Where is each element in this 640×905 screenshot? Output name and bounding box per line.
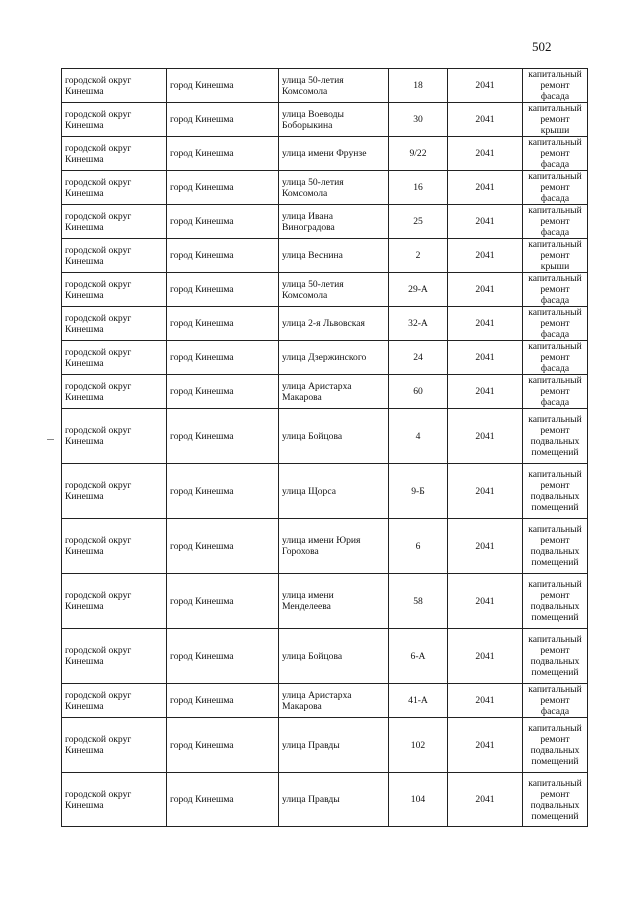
city-cell: город Кинешма: [167, 307, 279, 341]
district-cell: городской округ Кинешма: [62, 137, 167, 171]
year-cell: 2041: [448, 137, 523, 171]
house-number-cell: 2: [389, 239, 448, 273]
city-cell: город Кинешма: [167, 341, 279, 375]
year-cell: 2041: [448, 273, 523, 307]
work-type-cell: капитальный ремонт фасада: [523, 171, 588, 205]
table-row: [62, 684, 588, 718]
work-type-cell: капитальный ремонт подвальных помещений: [523, 409, 588, 464]
work-type-cell: капитальный ремонт фасада: [523, 273, 588, 307]
district-cell: городской округ Кинешма: [62, 684, 167, 718]
house-number-cell: 6-А: [389, 629, 448, 684]
street-cell: улица имени Менделеева: [279, 574, 389, 629]
city-cell: город Кинешма: [167, 629, 279, 684]
house-number-cell: 41-А: [389, 684, 448, 718]
district-cell: городской округ Кинешма: [62, 773, 167, 827]
table-body: [62, 69, 588, 827]
district-cell: городской округ Кинешма: [62, 341, 167, 375]
city-cell: город Кинешма: [167, 239, 279, 273]
table-row: [62, 375, 588, 409]
year-cell: 2041: [448, 629, 523, 684]
house-number-cell: 9-Б: [389, 464, 448, 519]
table-row: [62, 464, 588, 519]
work-type-cell: капитальный ремонт фасада: [523, 684, 588, 718]
year-cell: 2041: [448, 718, 523, 773]
year-cell: 2041: [448, 375, 523, 409]
district-cell: городской округ Кинешма: [62, 464, 167, 519]
house-number-cell: 32-А: [389, 307, 448, 341]
street-cell: улица 50-летия Комсомола: [279, 69, 389, 103]
district-cell: городской округ Кинешма: [62, 273, 167, 307]
year-cell: 2041: [448, 341, 523, 375]
table-row: [62, 239, 588, 273]
table-row: [62, 205, 588, 239]
table-row: [62, 718, 588, 773]
work-type-cell: капитальный ремонт подвальных помещений: [523, 519, 588, 574]
street-cell: улица имени Юрия Горохова: [279, 519, 389, 574]
year-cell: 2041: [448, 239, 523, 273]
house-number-cell: 16: [389, 171, 448, 205]
district-cell: городской округ Кинешма: [62, 171, 167, 205]
district-cell: городской округ Кинешма: [62, 574, 167, 629]
year-cell: 2041: [448, 684, 523, 718]
city-cell: город Кинешма: [167, 773, 279, 827]
house-number-cell: 9/22: [389, 137, 448, 171]
year-cell: 2041: [448, 103, 523, 137]
repair-schedule-table: [61, 68, 588, 827]
district-cell: городской округ Кинешма: [62, 629, 167, 684]
street-cell: улица Бойцова: [279, 409, 389, 464]
work-type-cell: капитальный ремонт подвальных помещений: [523, 574, 588, 629]
table-row: [62, 773, 588, 827]
table-row: [62, 273, 588, 307]
year-cell: 2041: [448, 773, 523, 827]
city-cell: город Кинешма: [167, 205, 279, 239]
table-row: [62, 307, 588, 341]
street-cell: улица 50-летия Комсомола: [279, 171, 389, 205]
district-cell: городской округ Кинешма: [62, 718, 167, 773]
city-cell: город Кинешма: [167, 69, 279, 103]
year-cell: 2041: [448, 519, 523, 574]
street-cell: улица Щорса: [279, 464, 389, 519]
street-cell: улица Бойцова: [279, 629, 389, 684]
house-number-cell: 60: [389, 375, 448, 409]
house-number-cell: 30: [389, 103, 448, 137]
year-cell: 2041: [448, 171, 523, 205]
city-cell: город Кинешма: [167, 171, 279, 205]
district-cell: городской округ Кинешма: [62, 409, 167, 464]
street-cell: улица Воеводы Боборыкина: [279, 103, 389, 137]
district-cell: городской округ Кинешма: [62, 375, 167, 409]
table-row: [62, 137, 588, 171]
house-number-cell: 18: [389, 69, 448, 103]
house-number-cell: 24: [389, 341, 448, 375]
house-number-cell: 102: [389, 718, 448, 773]
table-row: [62, 103, 588, 137]
street-cell: улица Аристарха Макарова: [279, 375, 389, 409]
street-cell: улица 50-летия Комсомола: [279, 273, 389, 307]
work-type-cell: капитальный ремонт крыши: [523, 239, 588, 273]
street-cell: улица Аристарха Макарова: [279, 684, 389, 718]
year-cell: 2041: [448, 464, 523, 519]
work-type-cell: капитальный ремонт крыши: [523, 103, 588, 137]
city-cell: город Кинешма: [167, 273, 279, 307]
table-row: [62, 171, 588, 205]
table-row: [62, 574, 588, 629]
street-cell: улица 2-я Львовская: [279, 307, 389, 341]
district-cell: городской округ Кинешма: [62, 239, 167, 273]
margin-mark: [47, 439, 54, 440]
table-row: [62, 69, 588, 103]
year-cell: 2041: [448, 69, 523, 103]
work-type-cell: капитальный ремонт фасада: [523, 375, 588, 409]
table-row: [62, 519, 588, 574]
house-number-cell: 29-А: [389, 273, 448, 307]
table-row: [62, 409, 588, 464]
district-cell: городской округ Кинешма: [62, 307, 167, 341]
work-type-cell: капитальный ремонт фасада: [523, 307, 588, 341]
city-cell: город Кинешма: [167, 574, 279, 629]
house-number-cell: 104: [389, 773, 448, 827]
table-row: [62, 629, 588, 684]
year-cell: 2041: [448, 409, 523, 464]
page-number: 502: [532, 39, 552, 54]
work-type-cell: капитальный ремонт фасада: [523, 205, 588, 239]
district-cell: городской округ Кинешма: [62, 519, 167, 574]
street-cell: улица Правды: [279, 773, 389, 827]
table-row: [62, 341, 588, 375]
street-cell: улица Правды: [279, 718, 389, 773]
house-number-cell: 58: [389, 574, 448, 629]
city-cell: город Кинешма: [167, 464, 279, 519]
city-cell: город Кинешма: [167, 684, 279, 718]
street-cell: улица имени Фрунзе: [279, 137, 389, 171]
work-type-cell: капитальный ремонт фасада: [523, 341, 588, 375]
work-type-cell: капитальный ремонт фасада: [523, 69, 588, 103]
city-cell: город Кинешма: [167, 375, 279, 409]
work-type-cell: капитальный ремонт подвальных помещений: [523, 718, 588, 773]
work-type-cell: капитальный ремонт подвальных помещений: [523, 464, 588, 519]
year-cell: 2041: [448, 574, 523, 629]
city-cell: город Кинешма: [167, 409, 279, 464]
street-cell: улица Веснина: [279, 239, 389, 273]
year-cell: 2041: [448, 307, 523, 341]
city-cell: город Кинешма: [167, 718, 279, 773]
work-type-cell: капитальный ремонт подвальных помещений: [523, 629, 588, 684]
district-cell: городской округ Кинешма: [62, 205, 167, 239]
work-type-cell: капитальный ремонт фасада: [523, 137, 588, 171]
house-number-cell: 25: [389, 205, 448, 239]
city-cell: город Кинешма: [167, 103, 279, 137]
district-cell: городской округ Кинешма: [62, 103, 167, 137]
district-cell: городской округ Кинешма: [62, 69, 167, 103]
house-number-cell: 4: [389, 409, 448, 464]
city-cell: город Кинешма: [167, 519, 279, 574]
work-type-cell: капитальный ремонт подвальных помещений: [523, 773, 588, 827]
street-cell: улица Ивана Виноградова: [279, 205, 389, 239]
city-cell: город Кинешма: [167, 137, 279, 171]
house-number-cell: 6: [389, 519, 448, 574]
year-cell: 2041: [448, 205, 523, 239]
street-cell: улица Дзержинского: [279, 341, 389, 375]
